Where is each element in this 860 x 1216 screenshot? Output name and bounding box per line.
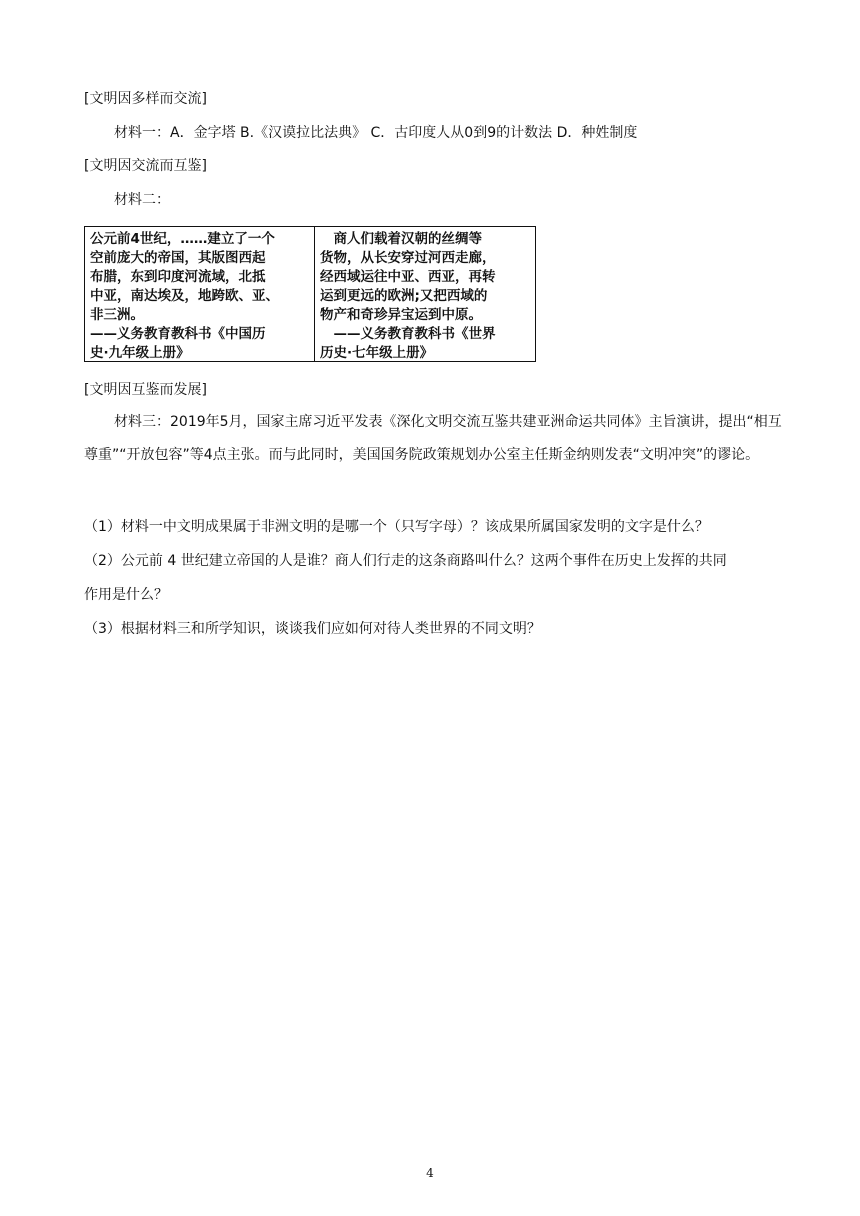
question-2-line-2: 作用是什么？ — [84, 587, 168, 603]
right-cell-line: 运到更远的欧洲;又把西域的 — [320, 288, 488, 304]
left-cell-line: 公元前4世纪，……建立了一个 — [90, 231, 275, 247]
right-cell-line: 经西域运往中亚、西亚，再转 — [320, 269, 496, 285]
left-cell-line: ——义务教育教科书《中国历 — [90, 326, 266, 342]
material-one: 材料一：A．金字塔 B.《汉谟拉比法典》 C．古印度人从0到9的计数法 D．种姓制度 — [114, 125, 638, 141]
left-cell-line: 空前庞大的帝国，其版图西起 — [90, 250, 266, 266]
right-cell-line: 物产和奇珍异宝运到中原。 — [320, 307, 482, 323]
question-1: （1）材料一中文明成果属于非洲文明的是哪一个（只写字母）？该成果所属国家发明的文字是什么？ — [84, 519, 709, 535]
material-three: 材料三：2019年5月，国家主席习近平发表《深化文明交流互鉴共建亚洲命运共同体》主旨演讲，提出“相互尊重”“开放包容”等4点主张。而与此同时，美国国务院政策规划办公室主任斯金纳则发表“文明冲突”的谬论。 — [84, 414, 782, 463]
material-two-table — [84, 226, 536, 362]
left-cell-line: 布腊，东到印度河流域，北抵 — [90, 269, 266, 285]
left-cell-line: 非三洲。 — [90, 307, 144, 323]
right-cell-line: 商人们载着汉朝的丝绸等 — [320, 231, 482, 247]
material-two-label: 材料二： — [114, 192, 170, 208]
left-cell-line: 史·九年级上册》 — [90, 345, 190, 361]
page-number: 4 — [426, 1166, 434, 1180]
right-cell-line: 货物，从长安穿过河西走廊， — [320, 250, 496, 266]
question-3: （3）根据材料三和所学知识，谈谈我们应如何对待人类世界的不同文明？ — [84, 621, 541, 637]
section-heading-exchange: [文明因交流而互鉴] — [84, 158, 207, 174]
material-two-left-cell — [85, 227, 315, 361]
right-cell-line: 历史·七年级上册》 — [320, 345, 434, 361]
left-cell-line: 中亚，南达埃及，地跨欧、亚、 — [90, 288, 279, 304]
material-two-right-cell — [315, 227, 535, 361]
question-2-line-1: （2）公元前 4 世纪建立帝国的人是谁？商人们行走的这条商路叫什么？这两个事件在历史上发挥的共同 — [84, 553, 727, 569]
section-heading-development: [文明因互鉴而发展] — [84, 382, 207, 398]
section-heading-diversity: [文明因多样而交流] — [84, 91, 207, 107]
right-cell-line: ——义务教育教科书《世界 — [320, 326, 496, 342]
